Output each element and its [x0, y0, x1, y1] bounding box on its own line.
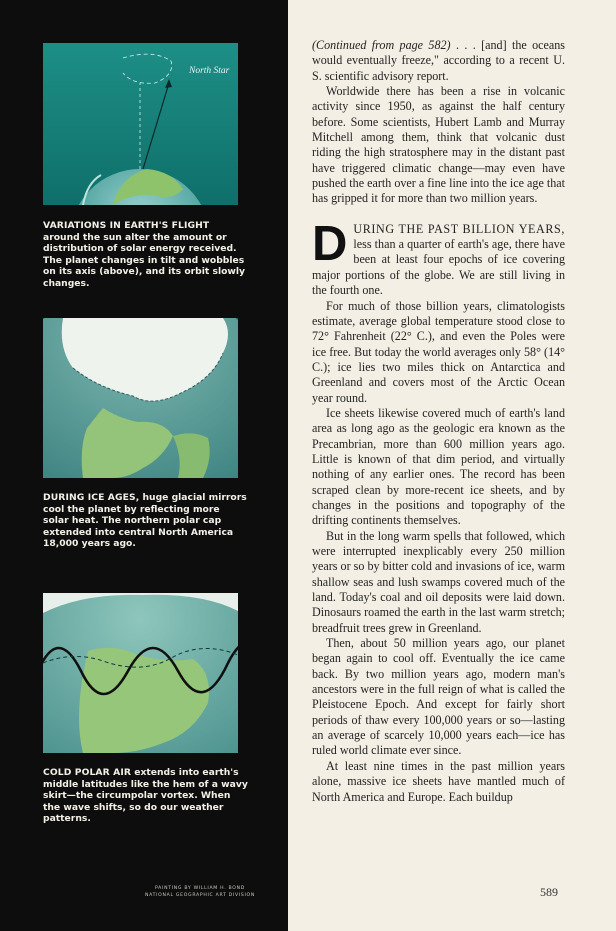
paragraph-text: . . . [and] the oceans would eventually freeze," according to a recent U. S. scientific advisory report. [312, 38, 566, 83]
figure-caption-vortex [43, 767, 248, 825]
paragraph [312, 38, 565, 84]
paragraph: But in the long warm spells that followed, which were interrupted inexplicably every 250 million years or so by bitter cold and invasions of ice, warm shallow seas and lush swamps covered much of the land. Today's coal and oil deposits were laid down. Dinosaurs roamed the earth in the last warm stretch; breadfruit trees grew in Greenland. [312, 528, 565, 635]
drop-cap: D [312, 216, 348, 271]
page-number: 589 [540, 885, 558, 899]
caption-body: around the sun alter the amount or distribution of solar energy received. The planet changes in tilt and wobbles on its axis (above), and its orbit slowly changes. [43, 231, 246, 289]
caption-lead: VARIATIONS IN EARTH'S FLIGHT [43, 220, 210, 231]
caption-lead: COLD POLAR AIR [43, 767, 132, 778]
paragraph-text: less than a quarter of earth's age, there have been at least four epochs of ice covering major portions of the globe. We are still living in the fourth one. [312, 237, 565, 298]
art-credit [120, 885, 280, 899]
paragraph [312, 216, 565, 299]
article-column [312, 38, 565, 805]
paragraph: Ice sheets likewise covered much of earth's land area as long ago as the geologic era known as the Precambrian, more than 600 million years ago. Little is known of that dim period, and virtually nothing of any earlier ones. The record has been scraped clean by more-recent ice sheets, and by changes in the positions and topography of the drifting continents themselves. [312, 405, 565, 528]
figure-caption-tilt [43, 220, 248, 290]
paragraph: For much of those billion years, climatologists estimate, average global temperature stood close to 72° Fahrenheit (22° C.), and even the Poles were ice free. But today the world averages only 58° (14° C.); ice lies two miles thick on Antarctica and Greenland and covers most of the Arctic Ocean year round. [312, 298, 565, 405]
north-star-label: North Star [189, 66, 230, 76]
continued-note: (Continued from page 582) [312, 38, 451, 52]
credit-line: NATIONAL GEOGRAPHIC ART DIVISION [144, 893, 255, 898]
paragraph: At least nine times in the past million years alone, massive ice sheets have mantled much of North America and Europe. Each buildup [312, 758, 565, 804]
circumpolar-vortex-illustration [43, 593, 238, 753]
paragraph: Then, about 50 million years ago, our planet began again to cool off. Eventually the ice came back. By two million years ago, modern man's ancestors were in the full reign of what is called the Pleistocene Epoch. And except for fairly short periods of thaw every 100,000 years or so—lasting an average of scarcely 10,000 years each—ice has ruled world climate ever since. [312, 636, 565, 758]
credit-line: PAINTING BY WILLIAM H. BOND [155, 886, 245, 891]
caption-body: extends into earth's middle latitudes like the hem of a wavy skirt—the circumpolar vortex. When the wave shifts, so do our weather patterns. [43, 767, 248, 825]
earth-tilt-illustration [43, 43, 238, 205]
figure-caption-ice [43, 492, 248, 550]
caption-body: huge glacial mirrors cool the planet by reflecting more solar heat. The northern polar cap extended into central North America 18,000 years ago. [43, 492, 247, 550]
caption-lead: DURING ICE AGES, [43, 492, 140, 503]
paragraph: Worldwide there has been a rise in volcanic activity since 1950, as against the half century before. Some scientists, Hubert Lamb and Murray Mitchell among them, think that volcanic dust riding the high stratosphere may in the distant past have triggered climatic change—may even have pushed the earth over a fine line into the ice age that has gripped it for more than two million years. [312, 84, 565, 206]
ice-cap-illustration [43, 318, 238, 478]
section-opener: URING THE PAST BILLION YEARS, [353, 221, 565, 236]
illustration-sidebar [0, 0, 288, 931]
